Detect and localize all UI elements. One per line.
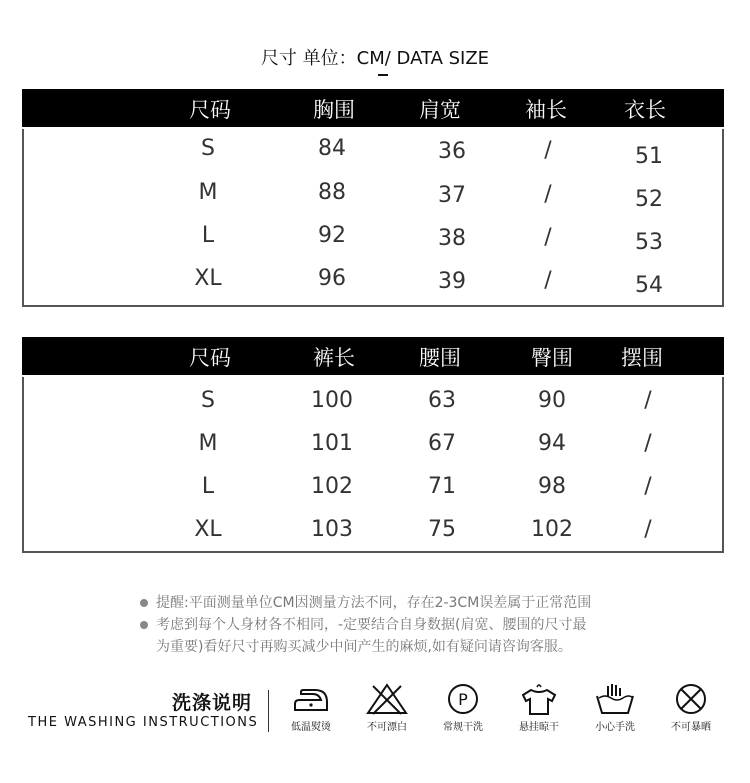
washing-title-cn: 洗涤说明 [172,692,253,714]
note-text: 提醒:平面测量单位CM因测量方法不同，存在2-3CM误差属于正常范围 [156,595,592,611]
table-cell: L [201,474,215,499]
header-size: 尺码 [189,98,231,122]
top-table-header [22,89,724,127]
table-cell: / [644,431,652,456]
care-label: 悬挂晾干 [519,722,559,733]
note-text-continued: 为重要)看好尺寸再购买减少中间产生的麻烦,如有疑问请咨询客服。 [156,639,572,655]
table-cell: 96 [318,266,346,291]
care-label: 不可暴晒 [671,722,711,733]
table-cell: 54 [635,273,663,298]
table-cell: 36 [438,139,466,164]
divider [268,690,269,732]
top-table-body [22,129,724,307]
dry-clean-p-icon [441,682,485,716]
table-cell: / [644,388,652,413]
bottom-size-table [22,337,724,553]
header-waist: 腰围 [419,346,461,370]
care-item [661,682,721,733]
note-text: 考虑到每个人身材各不相同，-定要结合自身数据(肩宽、腰围的尺寸最 [156,617,587,633]
table-cell: 98 [538,474,566,499]
table-cell: XL [194,266,222,291]
no-bleach-icon [365,682,409,716]
table-cell: M [198,431,218,456]
iron-icon [289,682,333,716]
header-size: 尺码 [189,346,231,370]
table-cell: 90 [538,388,566,413]
bottom-table-body [22,377,724,553]
table-cell: S [201,388,215,413]
table-cell: 75 [428,517,456,542]
table-cell: / [544,182,552,207]
hand-wash-icon [593,682,637,716]
table-cell: / [644,517,652,542]
care-label: 不可漂白 [367,722,407,733]
table-cell: 92 [318,223,346,248]
no-tumble-dry-icon [669,682,713,716]
care-item [281,682,341,733]
bullet-dot [140,599,148,607]
header-sleeve: 袖长 [525,98,567,122]
header-hem: 摆围 [621,346,663,370]
table-cell: M [198,180,218,205]
table-cell: L [201,223,215,248]
table-cell: 102 [311,474,353,499]
table-cell: 102 [531,517,573,542]
table-cell: 67 [428,431,456,456]
care-item [509,682,569,733]
table-cell: 88 [318,180,346,205]
care-item [357,682,417,733]
care-label: 低温熨烫 [291,722,331,733]
table-cell: 37 [438,183,466,208]
note-item [140,614,591,636]
size-chart-title: 尺寸 单位：CM/ DATA SIZE [260,48,490,69]
measurement-notes [140,592,591,658]
table-cell: / [644,474,652,499]
top-size-table [22,89,724,307]
table-cell: 71 [428,474,456,499]
hang-dry-icon [517,682,561,716]
table-cell: 52 [635,187,663,212]
table-cell: 53 [635,230,663,255]
header-chest: 胸围 [313,98,355,122]
bottom-table-header [22,337,724,375]
washing-title-en: THE WASHING INSTRUCTIONS [28,715,259,730]
care-label: 常规干洗 [443,722,483,733]
title-underline [378,74,388,76]
table-cell: 84 [318,136,346,161]
svg-text:P: P [458,690,468,709]
table-cell: 39 [438,269,466,294]
note-item [140,592,591,614]
table-cell: 63 [428,388,456,413]
table-cell: 38 [438,226,466,251]
care-item [433,682,493,733]
table-cell: 51 [635,144,663,169]
table-cell: 94 [538,431,566,456]
table-cell: S [201,136,215,161]
table-cell: / [544,225,552,250]
table-cell: 103 [311,517,353,542]
table-cell: / [544,138,552,163]
header-shoulder: 肩宽 [419,98,461,122]
care-label: 小心手洗 [595,722,635,733]
header-hip: 臀围 [531,346,573,370]
header-length: 衣长 [624,98,666,122]
header-pants-length: 裤长 [313,346,355,370]
table-cell: 101 [311,431,353,456]
bullet-dot [140,621,148,629]
table-cell: 100 [311,388,353,413]
care-item [585,682,645,733]
table-cell: / [544,268,552,293]
table-cell: XL [194,517,222,542]
